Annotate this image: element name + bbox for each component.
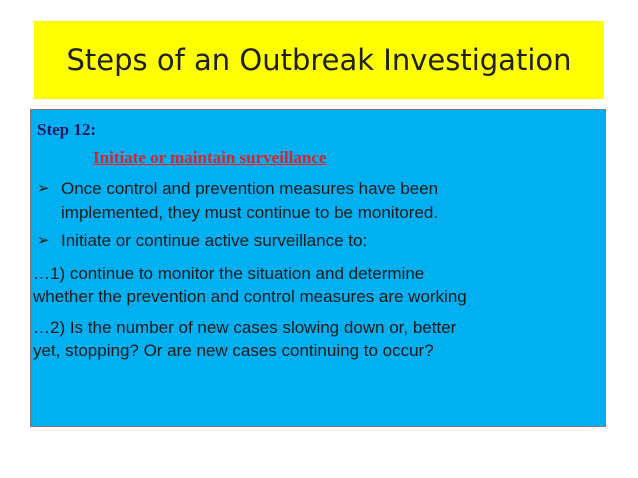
- step-label: Step 12:: [37, 120, 97, 139]
- arrow-bullet-icon: ➢: [37, 232, 50, 249]
- step-subheading: Initiate or maintain surveillance: [93, 148, 327, 167]
- bullet-text-line: Once control and prevention measures have been: [61, 179, 439, 198]
- bullet-text-line: Initiate or continue active surveillance to:: [61, 231, 368, 250]
- content-panel: [30, 109, 606, 427]
- paragraph-line: …1) continue to monitor the situation and determine: [33, 264, 425, 283]
- paragraph-line: whether the prevention and control measures are working: [33, 287, 467, 306]
- bullet-text-line: implemented, they must continue to be monitored.: [61, 203, 439, 222]
- paragraph-line: yet, stopping? Or are new cases continuing to occur?: [33, 341, 434, 360]
- page-title: Steps of an Outbreak Investigation: [66, 43, 572, 77]
- title-banner: [34, 21, 604, 99]
- arrow-bullet-icon: ➢: [37, 180, 50, 197]
- paragraph-line: …2) Is the number of new cases slowing down or, better: [33, 318, 457, 337]
